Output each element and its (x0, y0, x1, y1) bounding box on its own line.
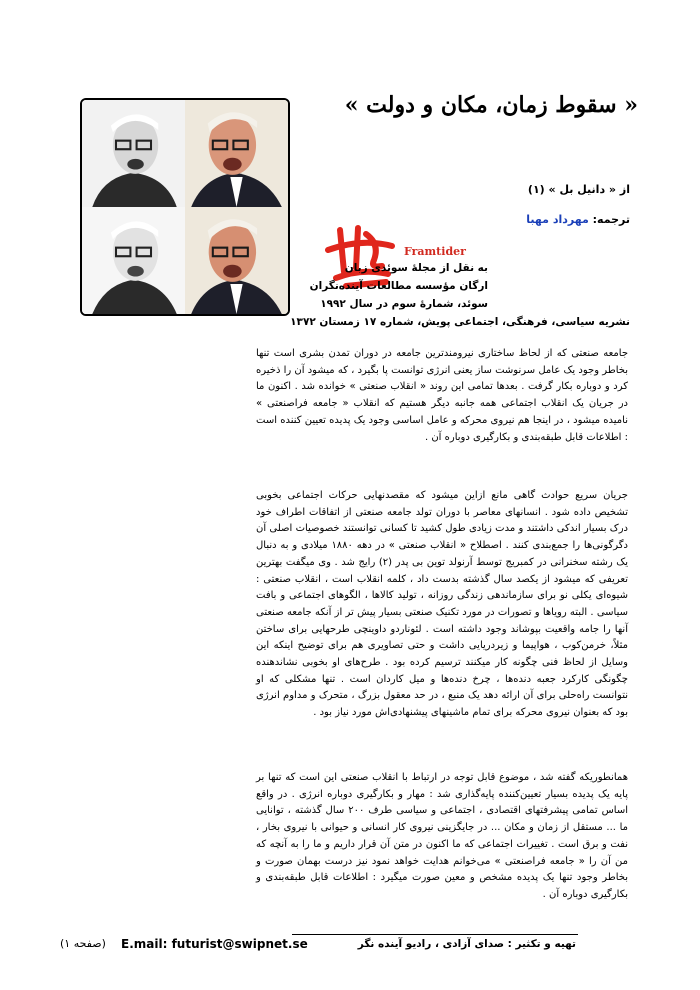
portrait-photo-grid (80, 98, 290, 316)
footer-email (121, 937, 308, 951)
source-line: ارگان مؤسسه مطالعات آینده‌نگران (309, 280, 488, 292)
body-paragraph: جامعه صنعتی که از لحاظ ساختاری نیرومندترین جامعه در دوران تمدن بشری است تنها بخاطر وجود یک عامل سرنوشت ساز یعنی انرژی توانست پا بگیرد ، که میشود آن را ذخیره کرد و دوباره بکار گرفت . بعدها تمامی این روند « انقلاب صنعتی » خوانده شد . اکنون ما در جریان یک انقلاب اجتماعی همه جانبه دیگر هستیم که انقلاب « جامعه فراصنعتی » نامیده میشود ، در اینجا هم نیروی محرکه و عامل اساسی وجود یک پدیده تعیین کننده است : اطلاعات قابل طبقه‌بندی و بکارگیری دوباره آن . (256, 348, 628, 443)
source-line: سوئد، شمارهٔ سوم در سال ۱۹۹۲ (320, 298, 488, 310)
translator-name: مهرداد مهبا (526, 213, 589, 226)
portrait-photo-bw-bottom (82, 207, 185, 314)
email-address[interactable]: futurist@swipnet.se (171, 937, 308, 951)
translator-prefix: ترجمه: (592, 213, 630, 226)
source-line: به نقل از مجلهٔ سوئدی زبان (344, 262, 488, 274)
footer-publisher: تهیه و تکثیر : صدای آزادی ، رادیو آینده نگر (357, 938, 576, 950)
author-name: « دانیل بل » (۱) (527, 183, 617, 196)
author-line (330, 183, 630, 196)
article-title: « سقوط زمان، مکان و دولت » (344, 92, 638, 118)
portrait-photo-bw-top (82, 100, 185, 207)
body-paragraph: جریان سریع حوادث گاهی مانع ازاین میشود که مقصدنهایی حرکات اجتماعی بخوبی تشخیص داده شود . انسانهای معاصر با دوران تولد جامعه صنعتی از اتفاقات اطراف خود درک بسیار اندکی داشتند و مدت زیادی طول کشید تا کسانی توانستند خصوصیات اصلی آن دگرگونی‌ها را جمع‌بندی کنند . اصطلاح « انقلاب صنعتی » در دهه ۱۸۸۰ میلادی و به دنبال یک رشته سخنرانی در کمبریج توسط آرنولد توین بی پدر (۲) رایج شد . وی میگفت بهترین تعریفی که میشود از یکصد سال گذشته بدست داد ، کلمه انقلاب است ، انقلاب صنعتی : شیوه‌ای یکلی نو برای سازماندهی زندگی روزانه ، تولید کالاها ، الگوهای اجتماعی و بافت سیاسی . البته رویاها و تصورات در مورد تکنیک صنعتی بسیار پیش تر از آنکه جامعه صنعتی آنها را جامه واقعیت بپوشاند وجود داشته است . لئوناردو داوینچی طرحهایی برای ساختن مثلاً، خرمن‌کوب ، هواپیما و زیردریایی داشت و حتی تصاویری هم برای توضیح اینکه این وسایل از لحاظ فنی چگونه کار میکنند ترسیم کرده بود . طرح‌های او بخوبی نشاندهنده چگونگی کارکرد جعبه دنده‌ها ، چرخ دنده‌ها و میل کاردان است . تنها مشکلی که او نتوانست راه‌حلی برای آن ارائه دهد یک منبع ، در حد معقول بزرگ ، متحرک و مداوم انرژی بود که بعنوان نیروی محرکه برای تمام ماشینهای پیشنهادی‌اش مورد نیاز بود . (256, 490, 628, 719)
portrait-photo-color-top (185, 100, 288, 207)
footer-divider (292, 934, 578, 935)
body-paragraph: همانطوریکه گفته شد ، موضوع قابل توجه در ارتباط با انقلاب صنعتی این است که تنها بر پایه یک پدیده بسیار تعیین‌کننده پایه‌گذاری شد : مهار و بکارگیری دوباره انرژی . در واقع اساس تمامی پیشرفتهای اقتصادی ، اجتماعی و سیاسی طرف ۲۰۰ سال گذشته ، توانایی ما ... مستقل از زمان و مکان ... در جایگزینی نیروی کار انسانی و حیوانی با نیروی بخار ، نفت و برق است . تغییرات اجتماعی که ما اکنون در متن آن قرار داریم و ما را به آنچه که من آن را « جامعه فراصنعتی » می‌خوانم هدایت خواهد نمود نیز درست بهمان صورت و بخاطر وجود تنها یک پدیده مشخص و معین صورت میگیرد : اطلاعات قابل طبقه‌بندی و بکارگیری دوباره آن . (256, 772, 628, 900)
page-number: (صفحه ۱) (60, 937, 106, 950)
framtider-logo-text: Framtider (404, 245, 466, 258)
source-line: نشریه سیاسی، فرهنگی، اجتماعی پویش، شماره ۱۷ زمستان ۱۳۷۲ (290, 316, 630, 328)
author-prefix: از (619, 183, 630, 196)
email-label: E.mail: (121, 937, 168, 951)
portrait-photo-color-bottom (185, 207, 288, 314)
